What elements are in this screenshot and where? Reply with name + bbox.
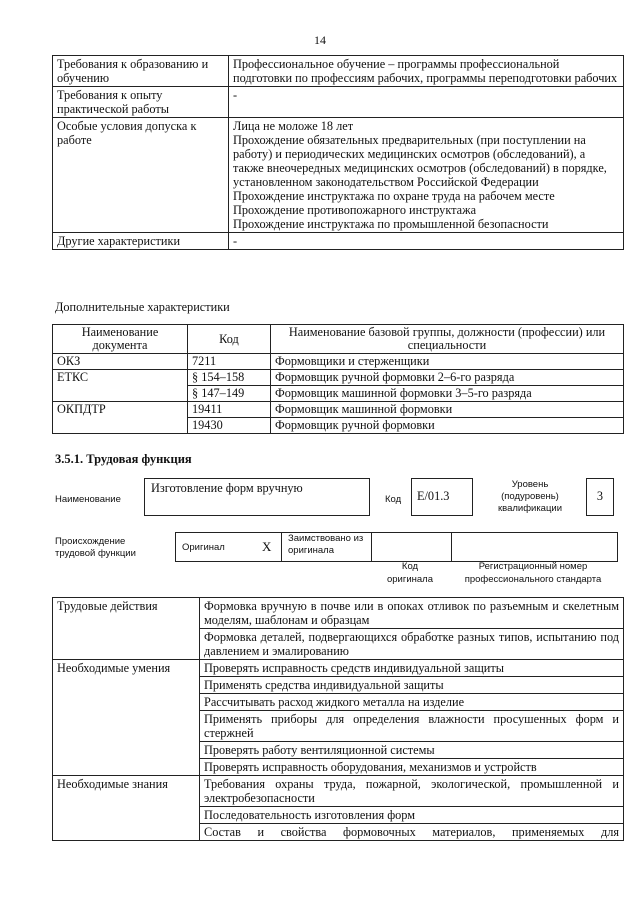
code-original-box [371,532,453,562]
code-label: Код [385,494,402,505]
reg-number-box [451,532,618,562]
condition-line: Лица не моложе 18 лет [233,119,354,133]
code-cell: 7211 [188,354,271,370]
table-header-row [53,325,624,354]
table-row [53,660,624,677]
knowledge-item: Требования охраны труда, пожарной, экологической, промышленной и электробезопасности [200,776,624,807]
table-row [53,233,624,250]
name-cell: Формовщик ручной формовки 2–6-го разряда [271,370,624,386]
table-row [53,354,624,370]
code-cell: § 154–158 [188,370,271,386]
table-row [53,776,624,807]
function-name-value: Изготовление форм вручную [151,481,303,495]
reg-number-label: Регистрационный номер профессионального стандарта [464,561,602,585]
borrowed-label: Заимствовано из оригинала [288,533,364,556]
condition-line: Прохождение инструктажа по охране труда на рабочем месте [233,189,555,203]
page-number: 14 [314,33,326,47]
skill-item: Проверять исправность средств индивидуальной защиты [200,660,624,677]
doc-cell: ОКПДТР [53,402,188,434]
special-conditions-label: Особые условия допуска к работе [53,118,229,233]
level-box [586,478,614,516]
skills-label: Необходимые умения [53,660,200,776]
name-cell: Формовщик машинной формовки 3–5-го разряда [271,386,624,402]
code-cell: § 147–149 [188,386,271,402]
actions-label: Трудовые действия [53,598,200,660]
function-code-box [411,478,473,516]
knowledge-item: Состав и свойства формовочных материалов, применяемых для [200,824,624,841]
condition-line: Прохождение инструктажа по промышленной безопасности [233,217,549,231]
action-item: Формовка деталей, подвергающихся обработке разных типов, испытанию под давлением и эмалированию [200,629,624,660]
knowledge-label: Необходимые знания [53,776,200,841]
condition-line: Прохождение противопожарного инструктажа [233,203,477,217]
additional-title: Дополнительные характеристики [55,300,230,314]
section-heading: 3.5.1. Трудовая функция [55,452,192,466]
function-code-value: E/01.3 [417,489,450,503]
skill-item: Применять средства индивидуальной защиты [200,677,624,694]
table-row [53,370,624,386]
other-value: - [229,233,624,250]
labor-function-table [52,597,624,841]
original-mark: X [262,539,272,554]
skill-item: Проверять работу вентиляционной системы [200,742,624,759]
table-row [53,56,624,87]
doc-cell: ОКЗ [53,354,188,370]
name-label: Наименование [55,494,121,505]
skill-item: Рассчитывать расход жидкого металла на изделие [200,694,624,711]
level-label: Уровень (подуровень) квалификации [497,479,563,514]
education-value: Профессиональное обучение – программы профессиональной подготовки по профессиям рабочих, программы переподготовки рабочих [229,56,624,87]
original-label: Оригинал [182,542,225,553]
name-cell: Формовщики и стерженщики [271,354,624,370]
doc-cell: ЕТКС [53,370,188,402]
table-row [53,402,624,418]
table-row [53,118,624,233]
header-code: Код [188,325,271,354]
origin-label: Происхождение трудовой функции [55,536,136,559]
skill-item: Проверять исправность оборудования, механизмов и устройств [200,759,624,776]
requirements-table [52,55,624,250]
condition-line: Прохождение обязательных предварительных (при поступлении на работу) и периодических медицинских осмотров (обследований), а также внеочередных медицинских осмотров (обследований) в порядке, установленном законодательством Российской Федерации [233,133,607,189]
table-row [53,87,624,118]
experience-value: - [229,87,624,118]
code-cell: 19430 [188,418,271,434]
name-cell: Формовщик машинной формовки [271,402,624,418]
header-document: Наименование документа [53,325,188,354]
action-item: Формовка вручную в почве или в опоках отливок по разъемным и скелетным моделям, шаблонам и образцам [200,598,624,629]
education-label: Требования к образованию и обучению [53,56,229,87]
experience-label: Требования к опыту практической работы [53,87,229,118]
classification-table [52,324,624,434]
knowledge-item: Последовательность изготовления форм [200,807,624,824]
skill-item: Применять приборы для определения влажности просушенных форм и стержней [200,711,624,742]
header-name: Наименование базовой группы, должности (профессии) или специальности [271,325,624,354]
special-conditions-value [229,118,624,233]
table-row [53,598,624,629]
code-original-label: Код оригинала [386,561,433,585]
function-name-box [144,478,370,516]
code-cell: 19411 [188,402,271,418]
level-value: 3 [596,489,604,503]
other-label: Другие характеристики [53,233,229,250]
name-cell: Формовщик ручной формовки [271,418,624,434]
